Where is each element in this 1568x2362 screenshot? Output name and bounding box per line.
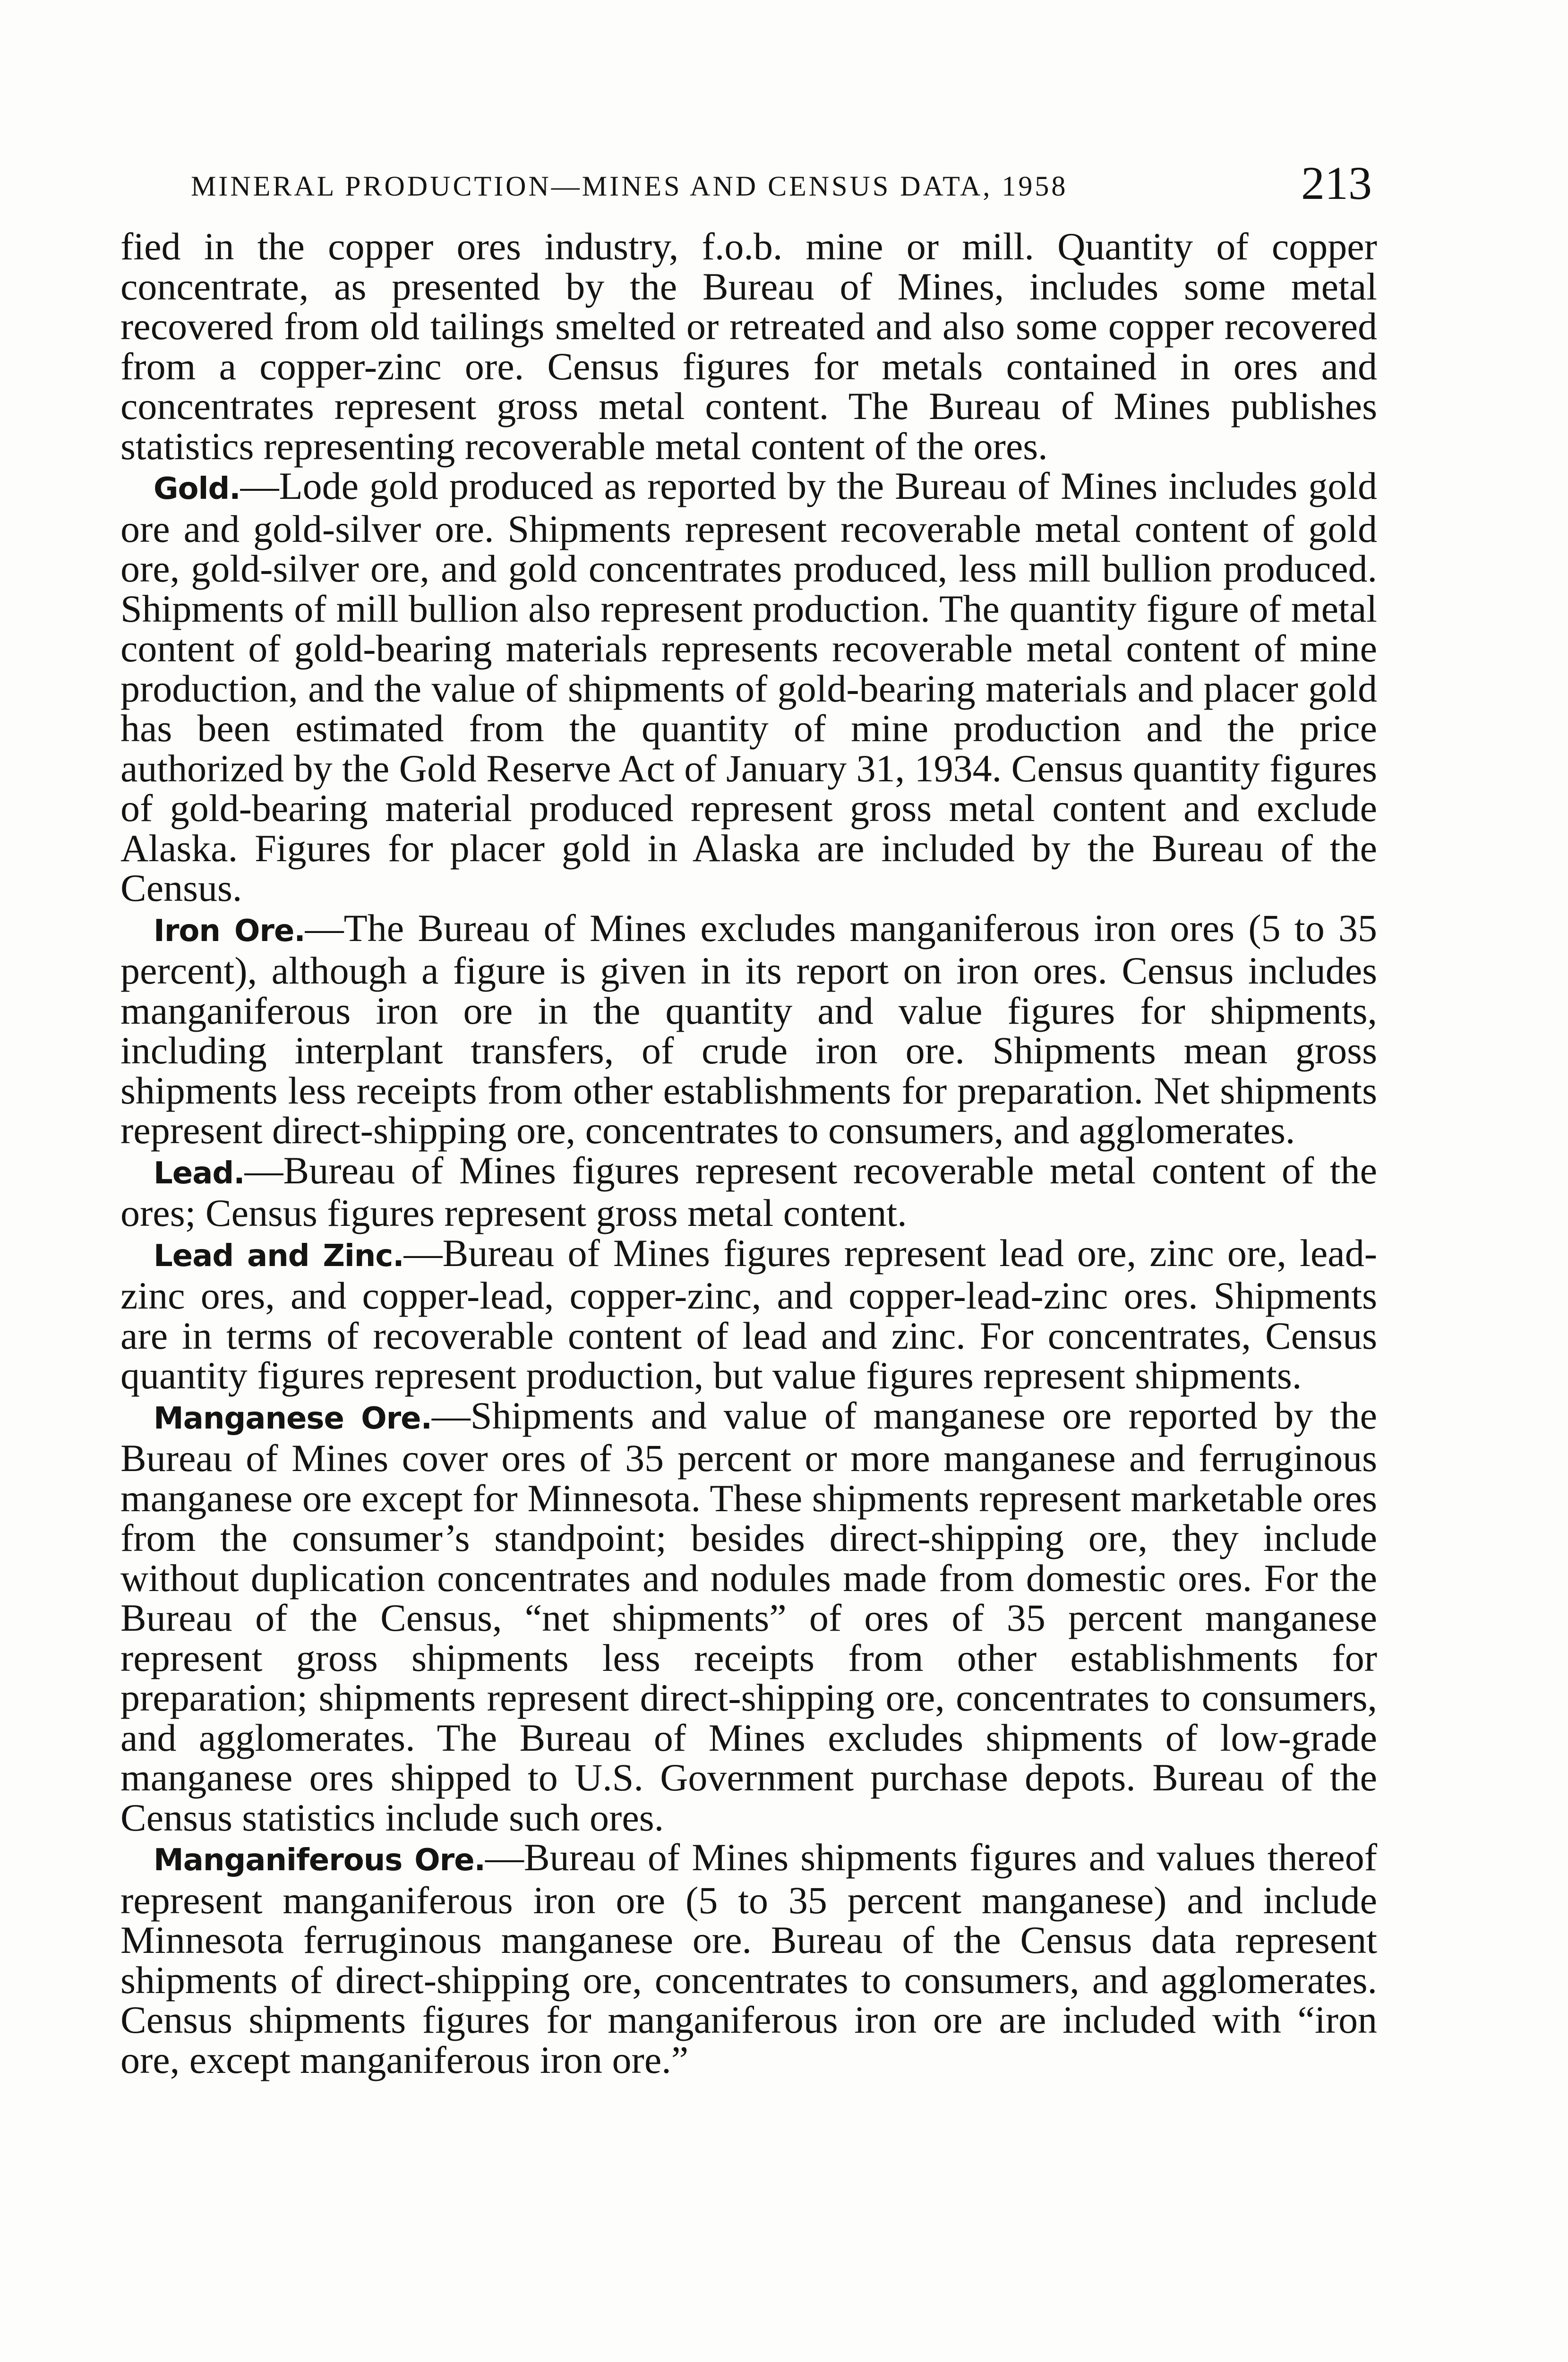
- paragraph-text: —Shipments and value of manganese ore reported by the Bureau of Mines cover ores of 35 percent or more manganese and ferruginous manganese ore except for Minnesota. These shipments represent marketable ores from the consumer’s standpoint; besides direct-shipping ore, they include without duplication concentrates and nodules made from domestic ores. For the Bureau of the Census, “net shipments” of ores of 35 percent manganese represent gross shipments less receipts from other establishments for preparation; shipments represent direct-shipping ore, concentrates to consumers, and agglomerates. The Bureau of Mines excludes shipments of low-grade manganese ores shipped to U.S. Government purchase depots. Bureau of the Census statistics include such ores.: [120, 1394, 1378, 1839]
- paragraph-heading-lead: Lead.: [154, 1155, 245, 1191]
- paragraph-text: —Bureau of Mines figures represent recoverable metal content of the ores; Census figures represent gross metal content.: [120, 1148, 1377, 1234]
- paragraph-heading-manganese-ore: Manganese Ore.: [154, 1401, 432, 1436]
- paragraph-gold: [120, 466, 1377, 908]
- paragraph-iron-ore: [120, 908, 1377, 1151]
- paragraph-text: —Bureau of Mines shipments figures and values thereof represent manganiferous iron ore (5 to 35 percent manganese) and include Minnesota ferruginous manganese ore. Bureau of the Census data represent shipments of direct-shipping ore, concentrates to consumers, and agglomerates. Census shipments figures for manganiferous iron ore are included with “iron ore, except manganiferous iron ore.”: [120, 1836, 1377, 2081]
- paragraph-text: —Lode gold produced as reported by the Bureau of Mines includes gold ore and gold-silver ore. Shipments represent recoverable metal content of gold ore, gold-silver ore, and gold concentrates produced, less mill bullion produced. Shipments of mill bullion also represent production. The quantity figure of metal content of gold-bearing materials represents recoverable metal content of mine production, and the value of shipments of gold-bearing materials and placer gold has been estimated from the quantity of mine production and the price authorized by the Gold Reserve Act of January 31, 1934. Census quantity figures of gold-bearing material produced represent gross metal content and exclude Alaska. Figures for placer gold in Alaska are included by the Bureau of the Census.: [120, 464, 1377, 909]
- paragraph-text: —Bureau of Mines figures represent lead ore, zinc ore, lead-zinc ores, and copper-lead, copper-zinc, and copper-lead-zinc ores. Shipments are in terms of recoverable content of lead and zinc. For concentrates, Census quantity figures represent production, but value figures represent shipments.: [120, 1231, 1378, 1397]
- running-title: MINERAL PRODUCTION—MINES AND CENSUS DATA, 1958: [191, 171, 1068, 202]
- text-body: [120, 227, 1377, 2080]
- paragraph-heading-gold: Gold.: [154, 471, 240, 506]
- paragraph-lead: [120, 1148, 1377, 1234]
- running-head: [191, 156, 1372, 217]
- paragraph-copper-continued: [120, 227, 1377, 466]
- paragraph-heading-lead-and-zinc: Lead and Zinc.: [154, 1238, 404, 1274]
- page-number: 213: [1301, 157, 1372, 209]
- paragraph-heading-manganiferous-ore: Manganiferous Ore.: [154, 1843, 485, 1878]
- paragraph-heading-iron-ore: Iron Ore.: [154, 913, 305, 949]
- paragraph-lead-and-zinc: [120, 1233, 1377, 1396]
- paragraph-text: fied in the copper ores industry, f.o.b. mine or mill. Quantity of copper concentrate, as presented by the Bureau of Mines, includes some metal recovered from old tailings smelted or retreated and also some copper recovered from a copper-zinc ore. Census figures for metals contained in ores and concentrates represent gross metal content. The Bureau of Mines publishes statistics representing recoverable metal content of the ores.: [120, 225, 1377, 468]
- paragraph-manganese-ore: [120, 1396, 1377, 1838]
- paragraph-text: —The Bureau of Mines excludes manganiferous iron ores (5 to 35 percent), although a figure is given in its report on iron ores. Census includes manganiferous iron ore in the quantity and value figures for shipments, including interplant transfers, of crude iron ore. Shipments mean gross shipments less receipts from other establishments for preparation. Net shipments represent direct-shipping ore, concentrates to consumers, and agglomerates.: [120, 906, 1377, 1152]
- paragraph-manganiferous-ore: [120, 1838, 1377, 2080]
